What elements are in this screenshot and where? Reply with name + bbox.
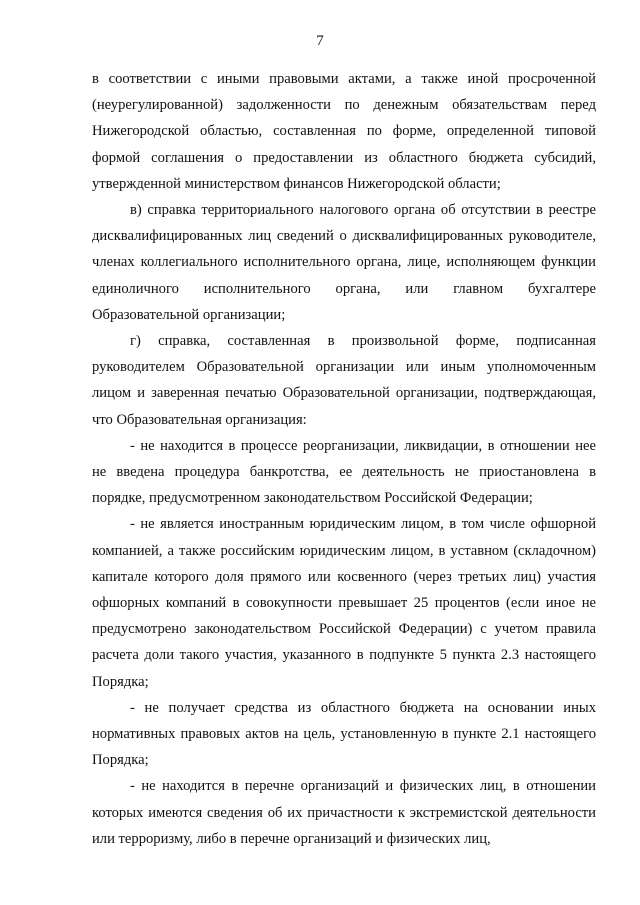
- page-number: 7: [316, 33, 324, 49]
- paragraph-dash-item: - не находится в перечне организаций и физических лиц, в отношении которых имеются сведения об их причастности к экстремистской деятельности или терроризму, либо в перечне организаций и физических лиц,: [92, 778, 596, 847]
- paragraph-dash-item: - не является иностранным юридическим лицом, в том числе офшорной компанией, а также российским юридическим лицом, в уставном (складочном) капитале которого доля прямого или косвенного (через третьих лиц) участия офшорных компаний в совокупности превышает 25 процентов (если иное не предусмотрено законодательством Российской Федерации) с учетом правила расчета доли такого участия, указанного в подпункте 5 пункта 2.3 настоящего Порядка;: [92, 516, 596, 690]
- paragraph-item-v: в) справка территориального налогового органа об отсутствии в реестре дисквалифицированных лиц сведений о дисквалифицированных руководителе, членах коллегиального исполнительного органа, лице, исполняющем функции единоличного исполнительного органа, или главном бухгалтере Образовательной организации;: [92, 202, 596, 323]
- paragraph-item-g: г) справка, составленная в произвольной форме, подписанная руководителем Образовательной организации или иным уполномоченным лицом и заверенная печатью Образовательной организации, подтверждающая, что Образовательная организация:: [92, 333, 596, 428]
- paragraph-dash-item: - не находится в процессе реорганизации, ликвидации, в отношении нее не введена процедура банкротства, ее деятельность не приостановлена в порядке, предусмотренном законодательством Российской Федерации;: [92, 437, 596, 507]
- paragraph-continuation: в соответствии с иными правовыми актами, а также иной просроченной (неурегулированной) задолженности по денежным обязательствам перед Нижегородской областью, составленная по форме, определенной типовой формой соглашения о предоставлении из областного бюджета субсидий, утвержденной министерством финансов Нижегородской области;: [92, 71, 596, 192]
- paragraph-dash-item: - не получает средства из областного бюджета на основании иных нормативных правовых актов на цель, установленную в пункте 2.1 настоящего Порядка;: [92, 699, 596, 769]
- document-body: [92, 66, 596, 852]
